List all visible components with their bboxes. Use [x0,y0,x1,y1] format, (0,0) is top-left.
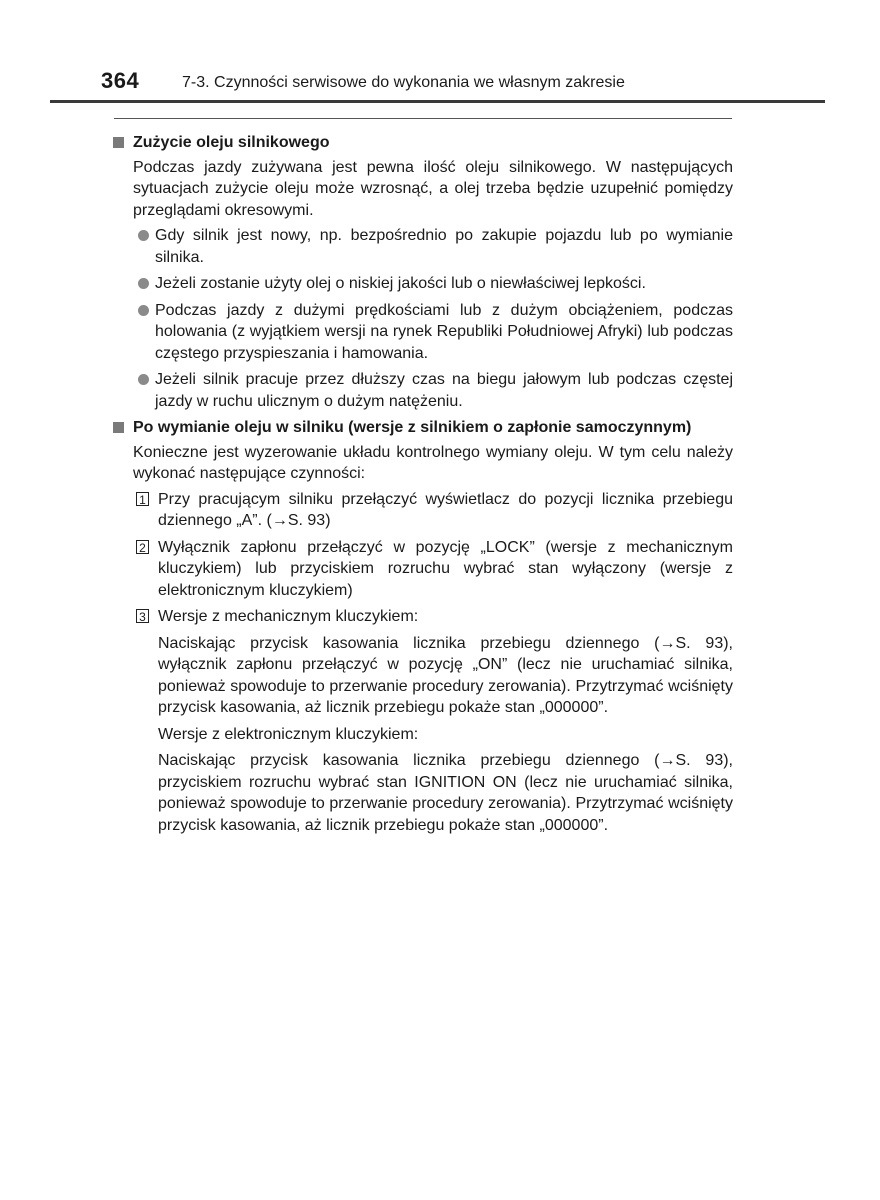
section-intro: Podczas jazdy zużywana jest pewna ilość oleju silnikowego. W następujących sytuacjach zużycie oleju może wzrosnąć, a olej trzeba będzie uzupełnić pomiędzy przeglądami okresowymi. [133,158,733,219]
step-item [113,489,733,532]
square-bullet-icon [113,137,124,148]
list-item-text: Podczas jazdy z dużymi prędkościami lub z dużym obciążeniem, podczas holowania (z wyjątkiem wersji na rynek Republiki Południowej Afryki) lub podczas częstego przyspieszania i hamowania. [155,301,733,362]
step-text: Wersje z mechanicznym kluczykiem: [158,608,419,625]
content-divider [114,118,732,119]
page-number: 364 [101,68,140,93]
circle-bullet-icon [138,305,149,316]
section-title-text: Zużycie oleju silnikowego [133,134,330,151]
section-intro: Konieczne jest wyzerowanie układu kontrolnego wymiany oleju. W tym celu należy wykonać następujące czynności: [133,443,733,482]
circle-bullet-icon [138,374,149,385]
list-item [113,225,733,268]
step3-electronic-label: Wersje z elektronicznym kluczykiem: [158,725,419,743]
list-item-text: Jeżeli silnik pracuje przez dłuższy czas na biegu jałowym lub podczas częstej jazdy w ruchu ulicznym o dużym natężeniu. [155,371,733,410]
list-item-text: Jeżeli zostanie użyty olej o niskiej jakości lub o niewłaściwej lepkości. [155,275,646,292]
step-number-icon: 2 [136,540,149,554]
step-text: Przy pracującym silniku przełączyć wyświetlacz do pozycji licznika przebiegu dziennego „A”. (→S. 93) [158,490,733,529]
step-item [113,537,733,602]
section-title-text: Po wymianie oleju w silniku (wersje z silnikiem o zapłonie samoczynnym) [133,419,692,436]
page-content [113,128,733,841]
section-title-oil-change [113,417,733,439]
step-text: Wyłącznik zapłonu przełączyć w pozycję „LOCK” (wersje z mechanicznym kluczykiem) lub przyciskiem rozruchu wybrać stan wyłączony (wersje z elektronicznym kluczykiem) [158,538,733,599]
chapter-title: 7-3. Czynności serwisowe do wykonania we własnym zakresie [182,74,625,91]
page-header [0,0,880,104]
step-item [113,606,733,628]
step-number-icon: 3 [136,609,149,623]
square-bullet-icon [113,422,124,433]
step3-mechanical-text: Naciskając przycisk kasowania licznika przebiegu dziennego (→S. 93), wyłącznik zapłonu przełączyć w pozycję „ON” (lecz nie uruchamiać silnika, ponieważ spowoduje to przerwanie procedury zerowania). Przytrzymać wciśnięty przycisk kasowania, aż licznik przebiegu pokaże stan „000000”. [158,634,733,716]
list-item [113,273,733,295]
list-item [113,369,733,412]
circle-bullet-icon [138,278,149,289]
header-divider [50,100,825,103]
circle-bullet-icon [138,230,149,241]
step3-electronic-text: Naciskając przycisk kasowania licznika przebiegu dziennego (→S. 93), przyciskiem rozruchu wybrać stan IGNITION ON (lecz nie uruchamiać silnika, ponieważ spowoduje to przerwanie procedury zerowania). Przytrzymać wciśnięty przycisk kasowania, aż licznik przebiegu pokaże stan „000000”. [158,752,733,834]
section-title-oil-consumption [113,132,733,154]
list-item-text: Gdy silnik jest nowy, np. bezpośrednio po zakupie pojazdu lub po wymianie silnika. [155,227,733,266]
list-item [113,300,733,365]
step-number-icon: 1 [136,492,149,506]
